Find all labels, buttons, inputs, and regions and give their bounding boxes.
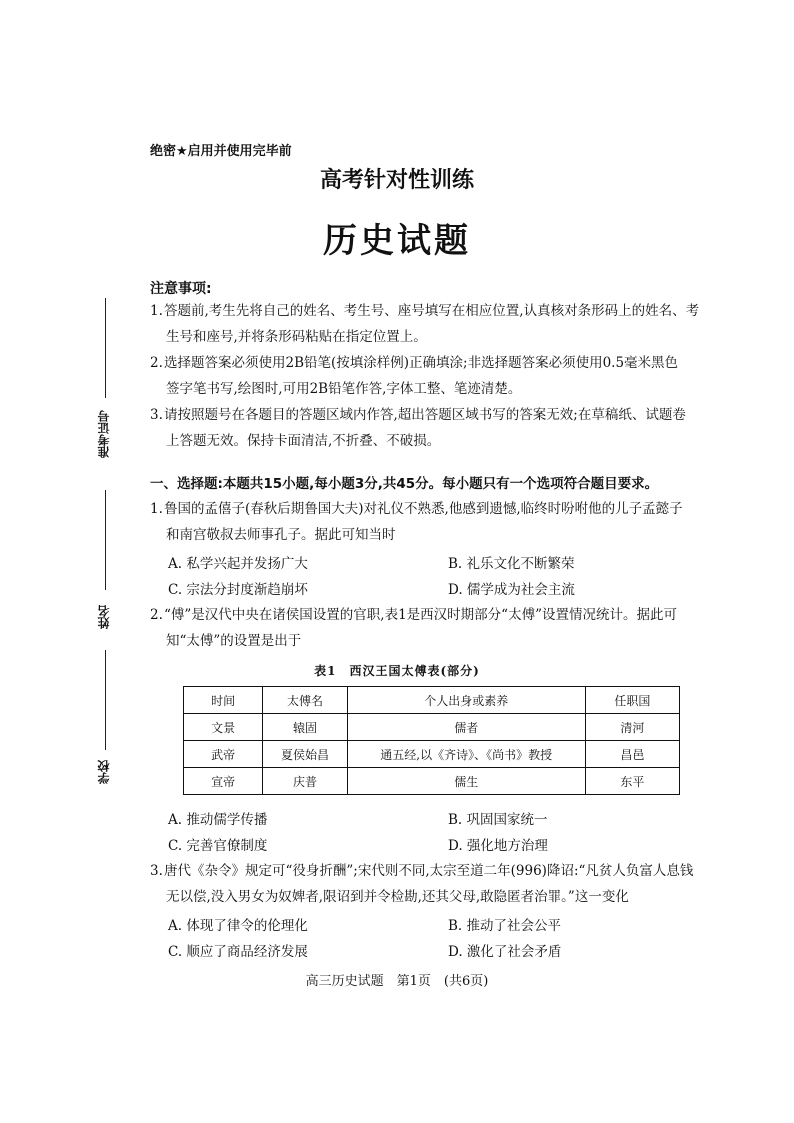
q1-option-a: A. 私学兴起并发扬广大: [168, 556, 308, 572]
question-1: [150, 496, 700, 548]
exam-number-label: 准考证号: [97, 410, 111, 458]
table-row: [184, 714, 680, 741]
page-footer: 高三历史试题 第1页 (共6页): [305, 974, 489, 989]
question-1-stem: 1.鲁国的孟僖子(春秋后期鲁国大夫)对礼仪不熟悉,他感到遗憾,临终时吩咐他的儿子孟懿子: [150, 501, 683, 517]
table-cell: 通五经,以《齐诗》、《尚书》教授: [347, 741, 585, 768]
subject-title: 历史试题: [323, 221, 471, 261]
table-cell: 东平: [585, 768, 679, 795]
q3-option-d: D. 激化了社会矛盾: [448, 944, 562, 960]
note-item: 2.选择题答案必须使用2B铅笔(按填涂样例)正确填涂;非选择题答案必须使用0.5毫米黑色: [150, 355, 679, 371]
question-2-stem: 2.“傅”是汉代中央在诸侯国设置的官职,表1是西汉时期部分“太傅”设置情况统计。据此可: [150, 607, 677, 623]
note-item-cont: 生号和座号,并将条形码粘贴在指定位置上。: [166, 329, 427, 345]
school-label: 学校: [97, 760, 111, 784]
note-item: 1.答题前,考生先将自己的姓名、考生号、座号填写在相应位置,认真核对条形码上的姓名、考: [150, 303, 700, 319]
note-item-cont: 上答题无效。保持卡面清洁,不折叠、不破损。: [166, 433, 441, 449]
question-3: [150, 858, 700, 910]
table-header-cell: 个人出身或素养: [347, 687, 585, 714]
question-2: [150, 602, 700, 654]
table-cell: 武帝: [184, 741, 263, 768]
table-row: [184, 768, 680, 795]
table-header-cell: 任职国: [585, 687, 679, 714]
question-3-stem-cont: 无以偿,没入男女为奴婢者,限诏到并令检勘,还其父母,敢隐匿者治罪。”这一变化: [166, 889, 629, 905]
table-cell: 儒生: [347, 768, 585, 795]
q3-option-a: A. 体现了律令的伦理化: [168, 918, 308, 934]
question-3-stem: 3.唐代《杂令》规定可“役身折酬”;宋代则不同,太宗至道二年(996)降诏:“凡贫人负富人息钱: [150, 863, 694, 879]
q2-option-b: B. 巩固国家统一: [448, 812, 548, 828]
table-cell: 夏侯始昌: [263, 741, 347, 768]
margin-line-top: [105, 298, 106, 398]
q2-option-d: D. 强化地方治理: [448, 838, 548, 854]
q2-option-c: C. 完善官僚制度: [168, 838, 268, 854]
section-heading: 一、选择题:本题共15小题,每小题3分,共45分。每小题只有一个选项符合题目要求。: [150, 476, 659, 492]
table-header-row: [184, 687, 680, 714]
table-cell: 宣帝: [184, 768, 263, 795]
question-2-stem-cont: 知“太傅”的设置是出于: [166, 633, 302, 649]
table-cell: 儒者: [347, 714, 585, 741]
note-item: 3.请按照题号在各题目的答题区域内作答,超出答题区域书写的答案无效;在草稿纸、试题卷: [150, 407, 686, 423]
tutor-table: [183, 686, 680, 795]
table-cell: 清河: [585, 714, 679, 741]
name-label: 姓名: [97, 605, 111, 629]
margin-line-middle: [105, 490, 106, 590]
table-cell: 文景: [184, 714, 263, 741]
table-caption: 表1 西汉王国太傅表(部分): [314, 664, 480, 678]
q2-option-a: A. 推动儒学传播: [168, 812, 268, 828]
table-header-cell: 时间: [184, 687, 263, 714]
q3-option-c: C. 顺应了商品经济发展: [168, 944, 308, 960]
table-cell: 庆普: [263, 768, 347, 795]
table-row: [184, 741, 680, 768]
q1-option-b: B. 礼乐文化不断繁荣: [448, 556, 575, 572]
q1-option-c: C. 宗法分封度渐趋崩坏: [168, 582, 308, 598]
notes-list: [150, 298, 700, 454]
notes-heading: 注意事项:: [150, 281, 212, 297]
secret-mark: 绝密★启用并使用完毕前: [150, 144, 292, 159]
table-header-cell: 太傅名: [263, 687, 347, 714]
table-cell: 昌邑: [585, 741, 679, 768]
q3-option-b: B. 推动了社会公平: [448, 918, 562, 934]
table-cell: 辕固: [263, 714, 347, 741]
note-item-cont: 签字笔书写,绘图时,可用2B铅笔作答,字体工整、笔迹清楚。: [166, 381, 522, 397]
q1-option-d: D. 儒学成为社会主流: [448, 582, 575, 598]
question-1-stem-cont: 和南宫敬叔去师事孔子。据此可知当时: [166, 527, 396, 543]
exam-title: 高考针对性训练: [319, 168, 474, 193]
